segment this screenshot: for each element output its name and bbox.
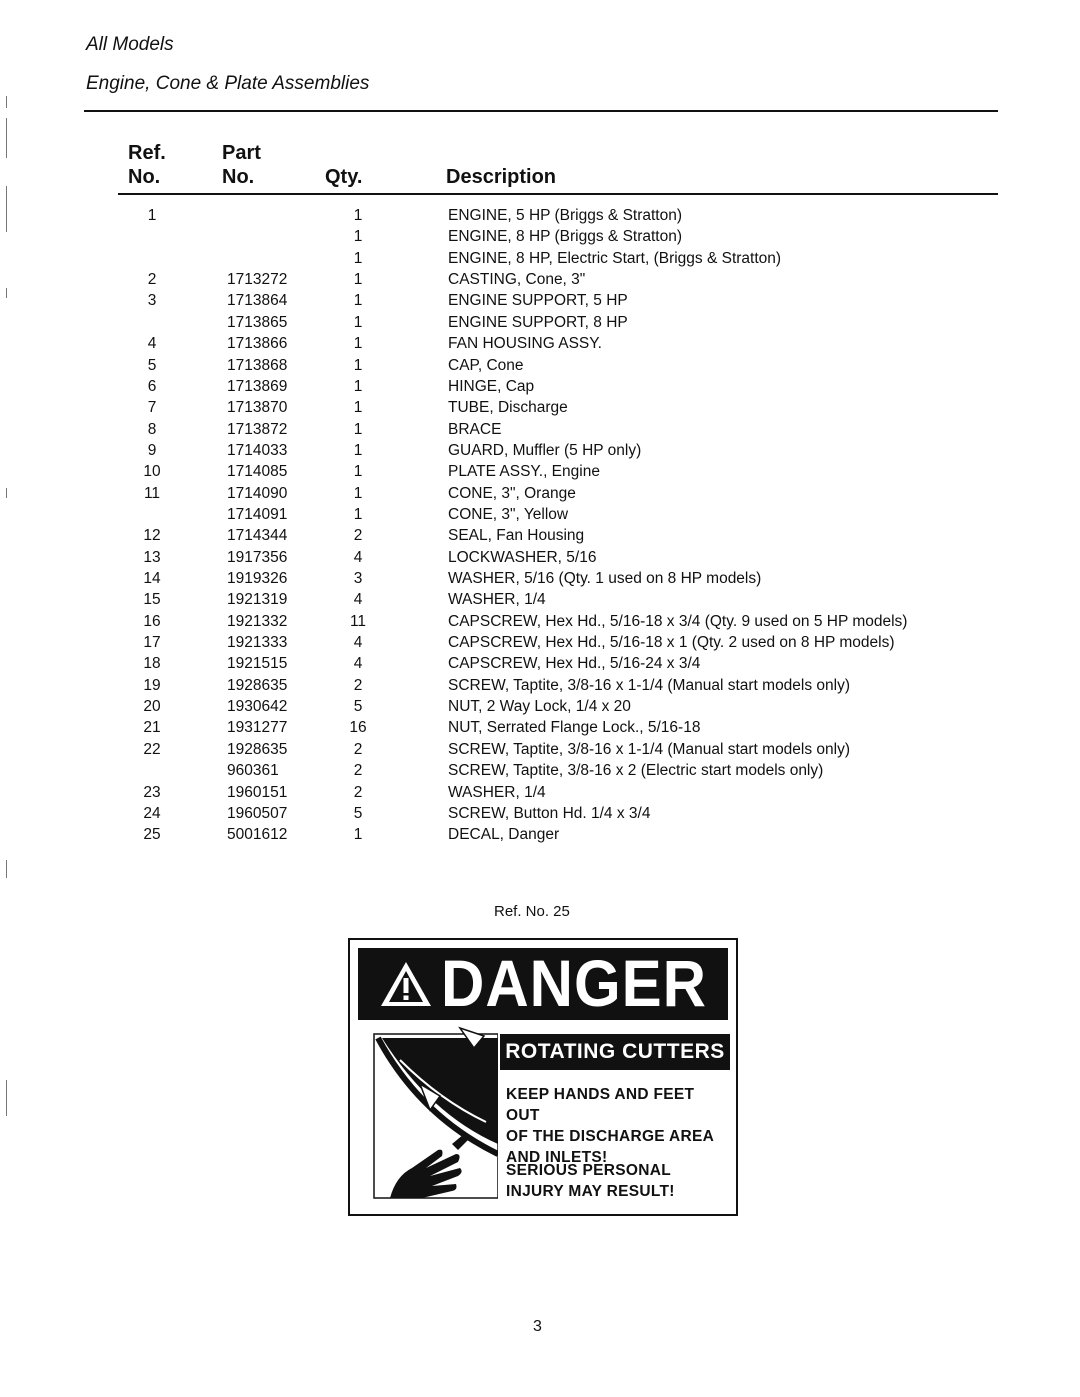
page-number: 3 — [533, 1318, 542, 1335]
consequence-line: INJURY MAY RESULT! — [506, 1183, 675, 1200]
part-number-cell: 1930642 — [227, 698, 288, 715]
warning-line: AND INLETS! — [506, 1149, 608, 1166]
scan-mark — [6, 96, 7, 108]
danger-signal-word: DANGER — [440, 946, 707, 1021]
description-cell: GUARD, Muffler (5 HP only) — [448, 441, 642, 459]
hazard-title: ROTATING CUTTERS — [500, 1034, 730, 1070]
description-cell: DECAL, Danger — [448, 826, 560, 844]
ref-cell: 19 — [143, 676, 161, 694]
warning-line: OF THE DISCHARGE AREA — [506, 1128, 715, 1145]
scan-mark — [6, 186, 7, 232]
table-row — [0, 696, 1080, 717]
table-row — [0, 525, 1080, 546]
danger-decal — [348, 938, 738, 1216]
ref-cell: 17 — [143, 634, 161, 651]
description-cell: CAP, Cone — [448, 356, 524, 374]
description-cell: ENGINE SUPPORT, 5 HP — [448, 292, 628, 310]
warning-text — [506, 1084, 731, 1168]
description-cell: TUBE, Discharge — [448, 399, 568, 417]
section-label: All Models — [86, 34, 174, 55]
qty-cell: 4 — [353, 655, 363, 673]
part-number-cell: 1713868 — [227, 356, 288, 374]
part-number-cell: 1714344 — [227, 527, 288, 545]
consequence-line: SERIOUS PERSONAL — [506, 1162, 671, 1179]
part-number-cell: 1921333 — [227, 634, 288, 651]
consequence-text — [506, 1160, 731, 1202]
qty-cell: 5 — [353, 804, 363, 822]
description-cell: ENGINE, 8 HP (Briggs & Stratton) — [448, 228, 683, 246]
part-number-cell: 1921319 — [227, 591, 288, 609]
description-cell: SCREW, Taptite, 3/8-16 x 1-1/4 (Manual start models only) — [448, 676, 851, 694]
qty-cell: 1 — [353, 420, 363, 438]
ref-cell: 20 — [143, 698, 161, 715]
ref-cell: 3 — [147, 292, 157, 310]
table-row — [0, 504, 1080, 525]
qty-cell: 1 — [353, 441, 363, 459]
description-cell: FAN HOUSING ASSY. — [448, 335, 602, 353]
part-number-cell: 1713866 — [227, 335, 288, 353]
table-row — [0, 653, 1080, 674]
part-number-cell: 1714090 — [227, 484, 288, 502]
table-row — [0, 739, 1080, 760]
description-cell: PLATE ASSY., Engine — [448, 463, 600, 481]
part-number-cell: 1713865 — [227, 313, 288, 331]
col-part-no-label: No. — [222, 166, 255, 188]
ref-cell: 14 — [143, 570, 161, 587]
table-row — [0, 376, 1080, 397]
table-row — [0, 547, 1080, 568]
part-number-cell: 1713870 — [227, 399, 288, 417]
description-cell: CONE, 3", Orange — [448, 484, 576, 502]
table-row — [0, 760, 1080, 781]
header-rule — [118, 193, 998, 195]
qty-cell: 1 — [353, 207, 363, 224]
part-number-cell: 1960151 — [227, 783, 288, 801]
description-cell: WASHER, 1/4 — [448, 783, 546, 801]
part-number-cell: 1714085 — [227, 463, 288, 481]
qty-cell: 1 — [353, 463, 363, 481]
qty-cell: 5 — [353, 698, 363, 715]
qty-cell: 1 — [353, 356, 363, 374]
qty-cell: 3 — [353, 570, 363, 587]
description-cell: WASHER, 5/16 (Qty. 1 used on 8 HP models) — [448, 570, 762, 587]
part-number-cell: 1714033 — [227, 441, 288, 459]
scan-mark — [6, 1080, 7, 1116]
description-cell: ENGINE SUPPORT, 8 HP — [448, 313, 628, 331]
description-cell: ENGINE, 8 HP, Electric Start, (Briggs & Stratton) — [448, 249, 782, 267]
qty-cell: 2 — [353, 527, 363, 545]
qty-cell: 1 — [353, 505, 363, 523]
ref-cell: 23 — [143, 783, 161, 801]
table-row — [0, 269, 1080, 290]
col-ref-label: Ref. — [128, 142, 166, 164]
danger-banner — [358, 948, 728, 1020]
table-row — [0, 312, 1080, 333]
description-cell: NUT, 2 Way Lock, 1/4 x 20 — [448, 698, 631, 715]
qty-cell: 1 — [353, 271, 363, 289]
table-row — [0, 568, 1080, 589]
scan-mark — [6, 488, 7, 498]
part-number-cell: 1713272 — [227, 271, 288, 289]
table-row — [0, 355, 1080, 376]
table-row — [0, 333, 1080, 354]
ref-cell: 11 — [143, 484, 161, 502]
ref-cell: 8 — [147, 420, 157, 438]
table-row — [0, 589, 1080, 610]
qty-cell: 11 — [349, 612, 367, 630]
qty-cell: 1 — [353, 249, 363, 267]
qty-cell: 1 — [353, 826, 363, 844]
ref-cell: 25 — [143, 826, 161, 844]
part-number-cell: 1928635 — [227, 676, 288, 694]
qty-cell: 1 — [353, 484, 363, 502]
part-number-cell: 1921515 — [227, 655, 288, 673]
table-row — [0, 782, 1080, 803]
part-number-cell: 1960507 — [227, 804, 288, 822]
ref-cell: 18 — [143, 655, 161, 673]
part-number-cell: 1714091 — [227, 505, 288, 523]
qty-cell: 1 — [353, 377, 363, 395]
qty-cell: 4 — [353, 634, 363, 651]
ref-cell: 15 — [143, 591, 161, 609]
description-cell: CAPSCREW, Hex Hd., 5/16-18 x 1 (Qty. 2 used on 8 HP models) — [448, 634, 895, 651]
table-row — [0, 824, 1080, 845]
table-row — [0, 226, 1080, 247]
description-cell: ENGINE, 5 HP (Briggs & Stratton) — [448, 207, 683, 224]
table-row — [0, 632, 1080, 653]
scan-mark — [6, 118, 7, 158]
description-cell: LOCKWASHER, 5/16 — [448, 548, 597, 566]
part-number-cell: 1713872 — [227, 420, 288, 438]
part-number-cell: 1919326 — [227, 570, 288, 587]
ref-cell: 9 — [147, 441, 157, 459]
qty-cell: 2 — [353, 783, 363, 801]
hand-and-cutter-icon — [360, 1026, 498, 1206]
table-row — [0, 397, 1080, 418]
description-cell: CAPSCREW, Hex Hd., 5/16-24 x 3/4 — [448, 655, 701, 673]
table-row — [0, 440, 1080, 461]
ref-cell: 24 — [143, 804, 161, 822]
description-cell: SEAL, Fan Housing — [448, 527, 585, 545]
description-cell: SCREW, Button Hd. 1/4 x 3/4 — [448, 804, 651, 822]
qty-cell: 1 — [353, 399, 363, 417]
part-number-cell: 1931277 — [227, 719, 288, 737]
part-number-cell: 1921332 — [227, 612, 288, 630]
qty-cell: 4 — [353, 591, 363, 609]
ref-cell: 4 — [147, 335, 157, 353]
col-qty-label: Qty. — [325, 166, 363, 188]
description-cell: BRACE — [448, 420, 502, 438]
table-row — [0, 483, 1080, 504]
description-cell: NUT, Serrated Flange Lock., 5/16-18 — [448, 719, 701, 737]
table-row — [0, 461, 1080, 482]
ref-cell: 5 — [147, 356, 157, 374]
description-cell: SCREW, Taptite, 3/8-16 x 2 (Electric start models only) — [448, 762, 824, 780]
part-number-cell: 1917356 — [227, 548, 288, 566]
table-row — [0, 611, 1080, 632]
ref-cell: 13 — [143, 548, 161, 566]
description-cell: CASTING, Cone, 3" — [448, 271, 586, 289]
part-number-cell: 1713864 — [227, 292, 288, 310]
qty-cell: 4 — [353, 548, 363, 566]
table-row — [0, 205, 1080, 226]
qty-cell: 16 — [349, 719, 367, 737]
decal-caption: Ref. No. 25 — [494, 903, 570, 920]
col-part-label: Part — [222, 142, 261, 164]
page-title: Engine, Cone & Plate Assemblies — [86, 73, 370, 94]
col-description-label: Description — [446, 166, 557, 188]
ref-cell: 7 — [147, 399, 157, 417]
ref-cell: 6 — [147, 377, 157, 395]
ref-cell: 22 — [143, 740, 161, 758]
table-row — [0, 248, 1080, 269]
ref-cell: 12 — [143, 527, 161, 545]
part-number-cell: 1928635 — [227, 740, 288, 758]
description-cell: SCREW, Taptite, 3/8-16 x 1-1/4 (Manual start models only) — [448, 740, 851, 758]
qty-cell: 1 — [353, 292, 363, 310]
scan-mark — [6, 860, 7, 878]
description-cell: CONE, 3", Yellow — [448, 505, 569, 523]
qty-cell: 2 — [353, 676, 363, 694]
scan-mark — [6, 288, 7, 298]
part-number-cell: 5001612 — [227, 826, 288, 844]
part-number-cell: 960361 — [227, 762, 279, 780]
qty-cell: 2 — [353, 762, 363, 780]
col-ref-no-label: No. — [128, 166, 161, 188]
table-row — [0, 675, 1080, 696]
table-row — [0, 803, 1080, 824]
warning-line: KEEP HANDS AND FEET OUT — [506, 1086, 695, 1124]
title-rule — [84, 110, 998, 112]
ref-cell: 10 — [143, 463, 161, 481]
description-cell: WASHER, 1/4 — [448, 591, 546, 609]
description-cell: CAPSCREW, Hex Hd., 5/16-18 x 3/4 (Qty. 9 used on 5 HP models) — [448, 612, 908, 630]
warning-triangle-icon — [379, 959, 433, 1009]
qty-cell: 2 — [353, 740, 363, 758]
table-row — [0, 419, 1080, 440]
ref-cell: 2 — [147, 271, 157, 289]
description-cell: HINGE, Cap — [448, 377, 535, 395]
table-row — [0, 717, 1080, 738]
qty-cell: 1 — [353, 228, 363, 246]
ref-cell: 21 — [143, 719, 161, 737]
qty-cell: 1 — [353, 313, 363, 331]
part-number-cell: 1713869 — [227, 377, 288, 395]
qty-cell: 1 — [353, 335, 363, 353]
ref-cell: 1 — [147, 207, 157, 224]
ref-cell: 16 — [143, 612, 161, 630]
table-row — [0, 290, 1080, 311]
